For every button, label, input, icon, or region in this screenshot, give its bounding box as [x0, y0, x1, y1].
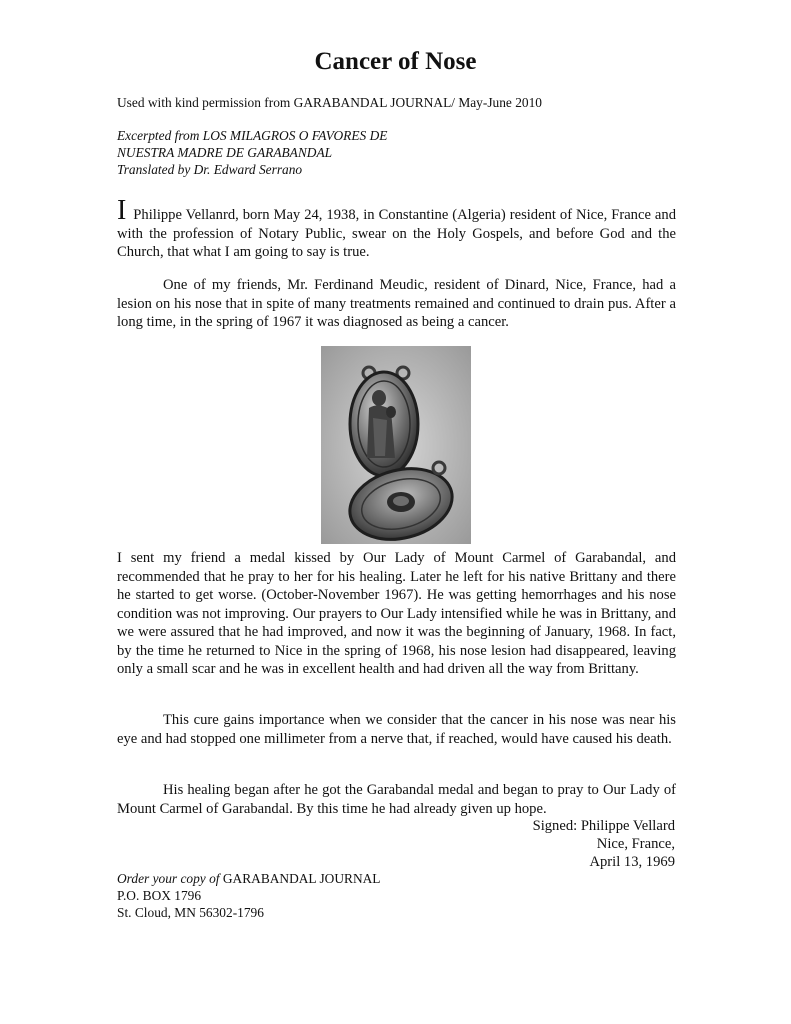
drop-cap: I [117, 195, 127, 226]
paragraph-lesion: One of my friends, Mr. Ferdinand Meudic, resident of Dinard, Nice, France, had a lesion on his nose that in spite of many treatments remained and continued to drain pus. After a long time, in the spring of 1967 it was diagnosed as being a cancer. [117, 277, 676, 330]
medal-photo [321, 346, 471, 544]
paragraph-oath-text: Philippe Vellanrd, born May 24, 1938, in Constantine (Algeria) resident of Nice, France and with the profession of Notary Public, swear on the Holy Gospels, and before God and the Church, that what I am going to say is true. [117, 207, 676, 260]
paragraph-healing: His healing began after he got the Garabandal medal and began to pray to Our Lady of Mount Carmel of Garabandal. By this time he had already given up hope. [117, 782, 676, 817]
page-title: Cancer of Nose [314, 48, 477, 75]
signature-place: Nice, France, [596, 836, 675, 852]
signature-date: April 13, 1969 [589, 854, 675, 870]
excerpt-source-line-2: NUESTRA MADRE DE GARABANDAL [117, 145, 333, 160]
excerpt-source-line-1: Excerpted from LOS MILAGROS O FAVORES DE [117, 128, 388, 143]
paragraph-importance: This cure gains importance when we consider that the cancer in his nose was near his eye and had stopped one millimeter from a nerve that, if reached, would have caused his death. [117, 712, 676, 747]
order-line [117, 871, 380, 887]
translator-line: Translated by Dr. Edward Serrano [117, 162, 303, 177]
order-po-box: P.O. BOX 1796 [117, 888, 202, 903]
order-prefix: Order your copy of [117, 871, 223, 886]
paragraph-medal: I sent my friend a medal kissed by Our Lady of Mount Carmel of Garabandal, and recommended that he pray to her for his healing. Later he left for his native Brittany and there he started to get worse. (October-November 1967). He was getting hemorrhages and his nose condition was not improving. Our prayers to Our Lady intensified while he was in Brittany, and we were assured that he had improved, and now it was the beginning of January, 1968. In fact, by the time he returned to Nice in the spring of 1968, his nose lesion had disappeared, leaving only a small scar and he was in excellent health and had driven all the way from Brittany. [117, 550, 676, 677]
permission-line: Used with kind permission from GARABANDAL JOURNAL/ May-June 2010 [117, 95, 543, 110]
paragraph-oath [117, 195, 676, 262]
signature-name: Signed: Philippe Vellard [532, 818, 675, 834]
order-city: St. Cloud, MN 56302-1796 [117, 905, 264, 920]
order-journal: GARABANDAL JOURNAL [222, 871, 381, 886]
